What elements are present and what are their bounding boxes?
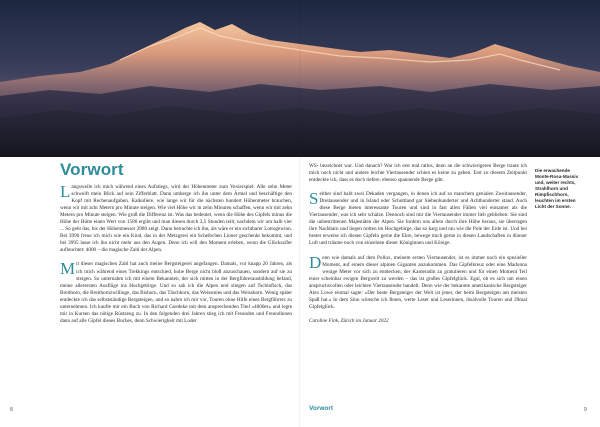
dropcap-1: L [60, 182, 71, 201]
signature: Caroline Fink, Zürich im Januar 2022 [309, 317, 389, 324]
dropcap-4: D [309, 252, 322, 272]
paragraph-2: Mit dieser magischen Zahl hat auch meine Bergsteigerei angefangen. Damals, vor knapp 20 Jahren, als ich mich während eines Trekkings entschied, hohe Berge nicht bloß anzuschauen, sondern auf sie zu steigen. So unternahm ich mit einem Bekannten, der sich mitten in der Bergführerausbildung befand, meine allerersten Ausflüge ins Hochgebirge. Und so sah ich die Alpen und stiegen auf Tschinfisch, das Breithorn, die Breithornzwillinge, das Bishorn, das Täschhorn, das Weissmies und das Weisshorn. Wenig später entdeckte ich das selbstständige Bergsteigen, und so nahm ich mir vor, Touren ohne Hilfe eines Bergführers zu unternehmen. Ich kaufte mir ein Buch von Richard Goedeke mit dem ansprechenden Titel »4000er« und legte mir in Kursen das nötige Rüstzeug zu. In den folgenden drei Jahren stieg ich mit Freunden und Freundinnen dann auf alle Gipfel dieses Buches, denn Schwierigkeit mit Loder [60, 259, 292, 324]
running-footer-title: Vorwort [309, 405, 334, 412]
paragraph-1: Langsweile ich mich während eines Aufstiegs, wird der Höhenmeter zum Vexierspiel: Alle zehn Meter schweift mein Blick auf sein Zifferblatt. Dann umberge ich ihn unter dem Ärmel und beschäftige den Kopf mit Rechenaufgaben. Kalkuliere, wie lange wir für die nächsten hundert Höhenmeter brauchen, wenn wir mit acht Metern pro Minute steigen. Wie viel Höhe wir in zehn Minuten schaffen, wenn wir mit zehn Metern pro Minute steigen. Wie groß die Differenz ist. Was das bedeutet, wenn die Höhe des Gipfels minus die Höhe der Hütte einen Wert von 1580 ergibt und man diesen durch 3,5 Stunden teilt, nachdem wir um halb vier ... So geht das, bis der Höhenmesser 3980 zeigt. Dann betrachte ich ihn, als wäre er ein sichtbarer Lottogewinn. Bei 3990 freue ich mich wie ein Kind, das in der Metzgerei ein Scheibchen Lioner geschenkt bekommt, und bei 3995 lasse ich ihn nicht mehr aus den Augen. Denn ich will den Moment erleben, wenn die Glückszifer aufleuchtet: 4000 – die magische Zahl der Alpen. [60, 182, 292, 254]
paragraph-4: Seither sind bald zwei Dekaden vergangen, in denen ich auf so manchem genialen Zweitausender, Dreitausender und in Island oder Schottland gar Siebenhunderter und Achthunderter stand. Auch diese Berge bieten interessante Touren und sind in fast allen Fällen viel einsamer als die Viertausender, was ich sehr schätze. Dennoch sind mir die Viertausender immer lieb geblieben: Sie sind die unbestrittenen Majestäten der Alpen. Sie fordern uns allein durch ihre Höhe heraus, sie überragen ihre Nachbarn und liegen mitten im Hochgebirge, das so karg und rau wie die Pole der Erde ist. Und bei bester erweise ich diesen Gipfeln gerne die Ehre, bewege mich gerne in diesen Landschaften in dünner Luft und träume noch von einzelnen dieser Königinnen und Könige. [309, 189, 527, 247]
left-text-column [60, 184, 292, 332]
paragraph-3: WS- bezeichnet war. Und danach? War ich erst mal ratlos, denn an die schwierigeren Berge traute ich mich noch nicht und andere leichte Viertausender schien es keine zu geben. Erst zu diesem Zeitpunkt entdeckte ich, dass es doch tiefere, ebenso spannende Berge gibt. [309, 163, 527, 184]
photo-caption: Die erwachende Monte-Rosa-Massiv und, weiter rechts, Strahlhorn und Rimpfischhorn, leuchten im ersten Licht der Sonne. [535, 168, 579, 209]
chapter-heading: Vorwort [60, 160, 124, 179]
dropcap-3: S [309, 189, 319, 209]
paragraph-5: Denn wie damals auf dem Pollux, meinem ersten Viertausender, ist es immer noch ein spezieller Moment, auf einem dieser alpinen Giganten anzukommen. Das Gipfelkreuz oder eine Madonna wenige Meter vor sich zu entdecken, der Kameradin zu gratulieren und für einen Moment Teil einer scheinbar ewigen Bergwelt zu werden – das ist großes Gipfelglück. Egal, ob es sich um einen anspruchsvollen oder leichten Viertausender handelt. Denn wie der bekannte amerikanische Bergsteiger Alex Lowe einmal sagte: »Der beste Bergsteiger der Welt ist jener, der beim Bergsteigen am meisten Spaß hat.« In dem Sinn wünsche ich Ihnen, werte Leser und Leserinnen, lösalvolle Touren und 39mal Gipfelglück. [309, 252, 527, 310]
dropcap-2: M [60, 259, 76, 279]
page-number-right: 9 [584, 407, 587, 413]
right-text-column [309, 163, 527, 332]
page-gutter [299, 0, 301, 427]
page-number-left: 8 [10, 407, 13, 413]
